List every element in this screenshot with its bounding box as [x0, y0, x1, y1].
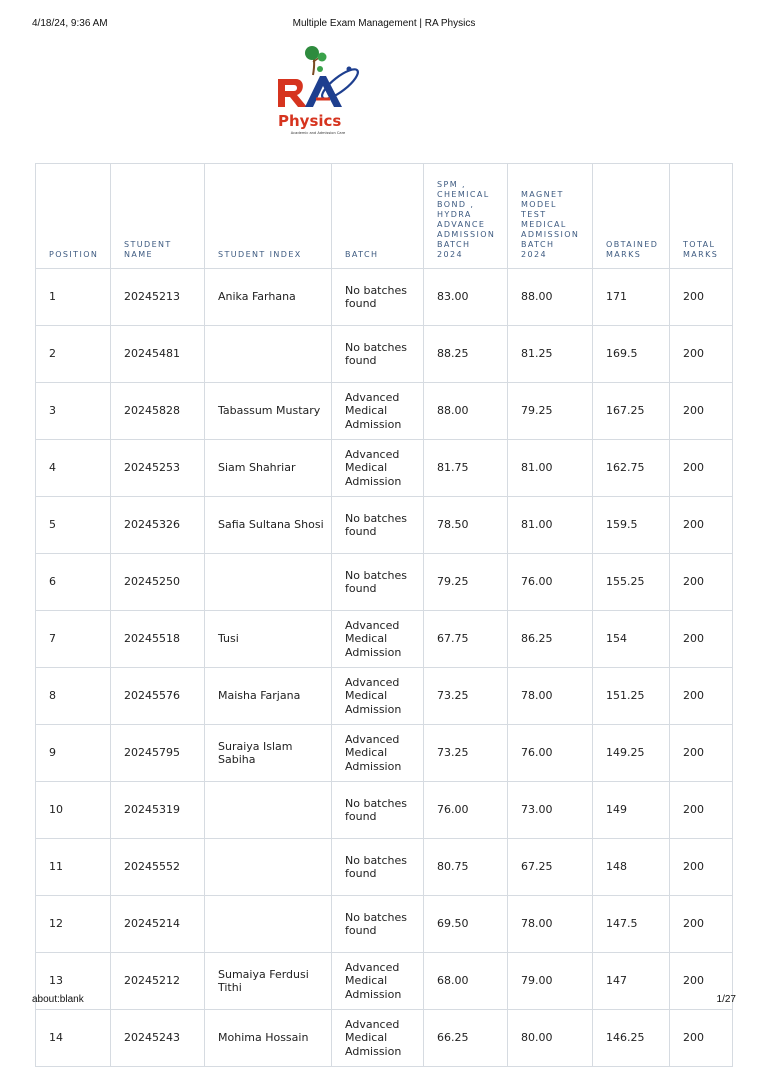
table-row [36, 269, 733, 326]
logo-name: Physics [278, 112, 342, 130]
cell-exam-magnet-score: 86.25 [508, 611, 593, 668]
cell-exam-magnet-score: 76.00 [508, 725, 593, 782]
cell-position: 13 [36, 953, 111, 1010]
cell-student-index: 20245319 [111, 782, 205, 839]
cell-obtained-marks: 147 [593, 953, 670, 1010]
col-header-batch [332, 164, 424, 269]
cell-position: 14 [36, 1010, 111, 1067]
table-row [36, 839, 733, 896]
cell-student-name: Mohima Hossain [205, 1010, 332, 1067]
print-page-number: 1/27 [716, 994, 736, 1005]
cell-batch: Advanced Medical Admission [332, 725, 424, 782]
table-row [36, 554, 733, 611]
cell-student-index: 20245214 [111, 896, 205, 953]
table-row [36, 953, 733, 1010]
cell-student-index: 20245828 [111, 383, 205, 440]
cell-exam-magnet-score: 78.00 [508, 668, 593, 725]
cell-batch: No batches found [332, 782, 424, 839]
cell-exam-spm-score: 78.50 [424, 497, 508, 554]
cell-obtained-marks: 148 [593, 839, 670, 896]
cell-student-name [205, 896, 332, 953]
cell-batch: Advanced Medical Admission [332, 668, 424, 725]
col-header-exam-magnet [508, 164, 593, 269]
cell-batch: No batches found [332, 326, 424, 383]
cell-position: 1 [36, 269, 111, 326]
cell-exam-magnet-score: 78.00 [508, 896, 593, 953]
cell-total-marks: 200 [670, 269, 733, 326]
cell-student-name: Anika Farhana [205, 269, 332, 326]
cell-exam-spm-score: 73.25 [424, 668, 508, 725]
col-header-student-name-label: STUDENT NAME [124, 240, 172, 259]
cell-position: 3 [36, 383, 111, 440]
cell-position: 6 [36, 554, 111, 611]
cell-exam-spm-score: 80.75 [424, 839, 508, 896]
cell-exam-spm-score: 79.25 [424, 554, 508, 611]
cell-total-marks: 200 [670, 668, 733, 725]
cell-total-marks: 200 [670, 896, 733, 953]
cell-student-name: Maisha Farjana [205, 668, 332, 725]
cell-exam-spm-score: 68.00 [424, 953, 508, 1010]
cell-position: 9 [36, 725, 111, 782]
cell-obtained-marks: 149.25 [593, 725, 670, 782]
col-header-student-index [205, 164, 332, 269]
cell-exam-magnet-score: 73.00 [508, 782, 593, 839]
table-row [36, 896, 733, 953]
cell-position: 2 [36, 326, 111, 383]
cell-student-index: 20245212 [111, 953, 205, 1010]
table-header [36, 164, 733, 269]
col-header-position [36, 164, 111, 269]
print-date: 4/18/24, 9:36 AM [32, 18, 108, 29]
cell-batch: No batches found [332, 554, 424, 611]
cell-student-name [205, 326, 332, 383]
col-header-exam-magnet-label: MAGNET MODEL TEST MEDICAL ADMISSION BATCH 2024 [521, 190, 580, 259]
col-header-total-marks [670, 164, 733, 269]
print-header [0, 0, 768, 40]
cell-total-marks: 200 [670, 1010, 733, 1067]
results-table [35, 163, 733, 1067]
cell-batch: No batches found [332, 269, 424, 326]
cell-exam-magnet-score: 76.00 [508, 554, 593, 611]
cell-student-index: 20245795 [111, 725, 205, 782]
cell-exam-spm-score: 76.00 [424, 782, 508, 839]
cell-total-marks: 200 [670, 383, 733, 440]
ra-physics-logo [272, 44, 364, 136]
cell-total-marks: 200 [670, 725, 733, 782]
header-row [36, 164, 733, 269]
cell-total-marks: 200 [670, 611, 733, 668]
cell-exam-magnet-score: 81.00 [508, 440, 593, 497]
cell-obtained-marks: 151.25 [593, 668, 670, 725]
cell-student-name: Safia Sultana Shosi [205, 497, 332, 554]
cell-exam-spm-score: 88.00 [424, 383, 508, 440]
logo-tagline: Academic and Admission Care [290, 131, 346, 135]
cell-obtained-marks: 146.25 [593, 1010, 670, 1067]
cell-student-name: Tabassum Mustary [205, 383, 332, 440]
cell-batch: Advanced Medical Admission [332, 611, 424, 668]
cell-student-index: 20245576 [111, 668, 205, 725]
cell-position: 5 [36, 497, 111, 554]
col-header-exam-spm [424, 164, 508, 269]
cell-batch: No batches found [332, 896, 424, 953]
cell-exam-spm-score: 66.25 [424, 1010, 508, 1067]
cell-position: 4 [36, 440, 111, 497]
cell-obtained-marks: 159.5 [593, 497, 670, 554]
cell-position: 11 [36, 839, 111, 896]
cell-student-index: 20245481 [111, 326, 205, 383]
cell-obtained-marks: 149 [593, 782, 670, 839]
print-url: about:blank [32, 994, 84, 1005]
col-header-position-label: POSITION [49, 250, 99, 259]
cell-student-name [205, 554, 332, 611]
cell-exam-spm-score: 69.50 [424, 896, 508, 953]
cell-total-marks: 200 [670, 326, 733, 383]
cell-student-index: 20245250 [111, 554, 205, 611]
cell-batch: Advanced Medical Admission [332, 1010, 424, 1067]
table-row [36, 440, 733, 497]
cell-total-marks: 200 [670, 782, 733, 839]
cell-exam-magnet-score: 81.25 [508, 326, 593, 383]
cell-student-index: 20245518 [111, 611, 205, 668]
col-header-total-marks-label: TOTAL MARKS [683, 240, 719, 259]
cell-obtained-marks: 154 [593, 611, 670, 668]
col-header-student-name [111, 164, 205, 269]
cell-student-name [205, 839, 332, 896]
cell-exam-spm-score: 67.75 [424, 611, 508, 668]
cell-position: 8 [36, 668, 111, 725]
table-row [36, 611, 733, 668]
cell-exam-spm-score: 73.25 [424, 725, 508, 782]
cell-obtained-marks: 162.75 [593, 440, 670, 497]
cell-exam-magnet-score: 88.00 [508, 269, 593, 326]
cell-batch: No batches found [332, 497, 424, 554]
cell-obtained-marks: 147.5 [593, 896, 670, 953]
col-header-batch-label: BATCH [345, 250, 379, 259]
cell-student-name: Sumaiya Ferdusi Tithi [205, 953, 332, 1010]
cell-student-index: 20245213 [111, 269, 205, 326]
cell-position: 10 [36, 782, 111, 839]
cell-student-index: 20245243 [111, 1010, 205, 1067]
cell-batch: Advanced Medical Admission [332, 953, 424, 1010]
col-header-student-index-label: STUDENT INDEX [218, 250, 302, 259]
cell-total-marks: 200 [670, 554, 733, 611]
cell-total-marks: 200 [670, 497, 733, 554]
cell-student-name: Siam Shahriar [205, 440, 332, 497]
print-page-title: Multiple Exam Management | RA Physics [292, 18, 476, 29]
cell-batch: Advanced Medical Admission [332, 440, 424, 497]
cell-position: 7 [36, 611, 111, 668]
cell-student-index: 20245552 [111, 839, 205, 896]
table-row [36, 326, 733, 383]
cell-position: 12 [36, 896, 111, 953]
cell-exam-magnet-score: 67.25 [508, 839, 593, 896]
cell-batch: Advanced Medical Admission [332, 383, 424, 440]
cell-obtained-marks: 155.25 [593, 554, 670, 611]
cell-exam-magnet-score: 81.00 [508, 497, 593, 554]
cell-exam-spm-score: 83.00 [424, 269, 508, 326]
cell-exam-spm-score: 88.25 [424, 326, 508, 383]
cell-exam-magnet-score: 79.25 [508, 383, 593, 440]
table-body [36, 269, 733, 1067]
cell-student-name: Tusi [205, 611, 332, 668]
cell-total-marks: 200 [670, 953, 733, 1010]
col-header-obtained-marks-label: OBTAINED MARKS [606, 240, 659, 259]
table-row [36, 497, 733, 554]
cell-exam-magnet-score: 79.00 [508, 953, 593, 1010]
cell-batch: No batches found [332, 839, 424, 896]
table-row [36, 668, 733, 725]
cell-exam-spm-score: 81.75 [424, 440, 508, 497]
col-header-obtained-marks [593, 164, 670, 269]
cell-obtained-marks: 171 [593, 269, 670, 326]
cell-exam-magnet-score: 80.00 [508, 1010, 593, 1067]
table-row [36, 782, 733, 839]
cell-student-index: 20245326 [111, 497, 205, 554]
table-row [36, 725, 733, 782]
cell-obtained-marks: 169.5 [593, 326, 670, 383]
cell-student-index: 20245253 [111, 440, 205, 497]
col-header-exam-spm-label: SPM , CHEMICAL BOND , HYDRA ADVANCE ADMISSION BATCH 2024 [437, 180, 496, 259]
table-row [36, 383, 733, 440]
table-row [36, 1010, 733, 1067]
cell-total-marks: 200 [670, 839, 733, 896]
cell-total-marks: 200 [670, 440, 733, 497]
cell-obtained-marks: 167.25 [593, 383, 670, 440]
cell-student-name [205, 782, 332, 839]
cell-student-name: Suraiya Islam Sabiha [205, 725, 332, 782]
